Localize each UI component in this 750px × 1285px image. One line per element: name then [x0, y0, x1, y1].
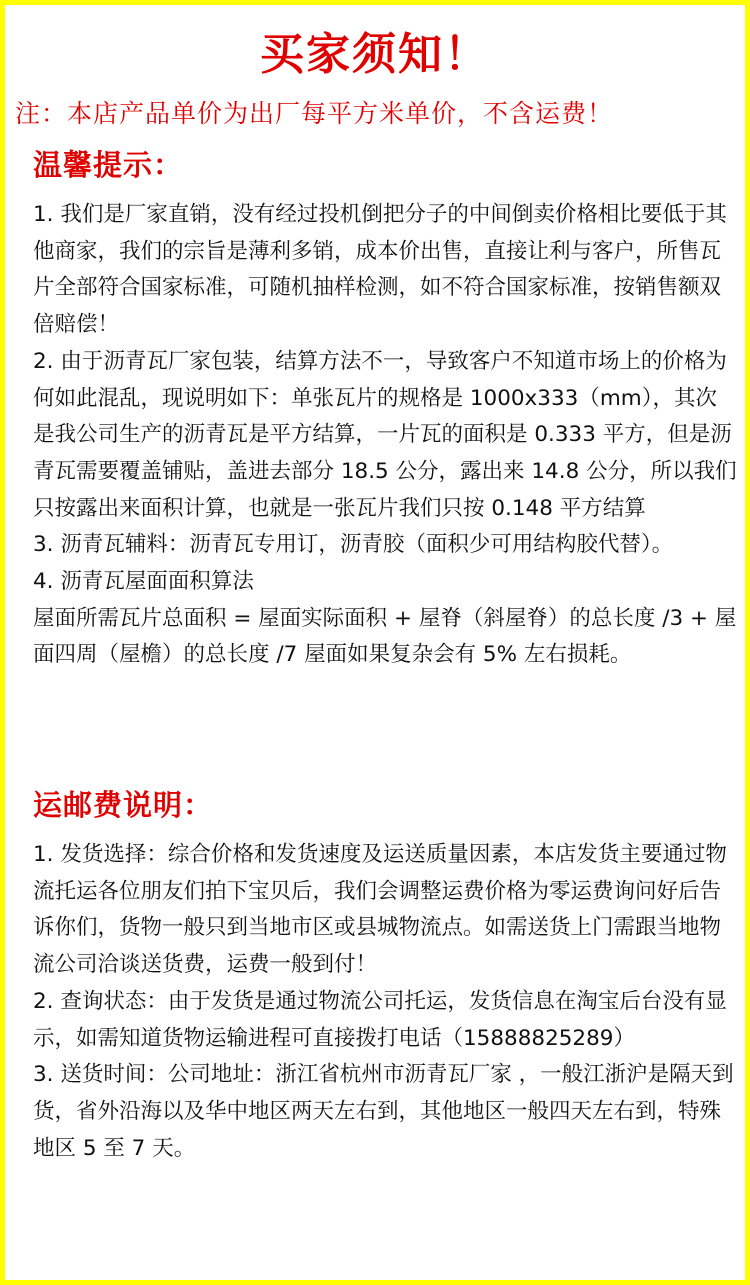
tips-paragraph-1: 1. 我们是厂家直销，没有经过投机倒把分子的中间倒卖价格相比要低于其他商家，我们的宗旨是薄利多销，成本价出售，直接让利与客户，所售瓦片全部符合国家标准，可随机抽样检测，如不符合国家标准，按销售额双倍赔偿！	[33, 202, 727, 338]
shipping-heading: 运邮费说明：	[33, 788, 214, 822]
price-notice: 注：本店产品单价为出厂每平方米单价，不含运费！	[15, 99, 614, 128]
shipping-paragraph-1: 1. 发货选择：综合价格和发货速度及运送质量因素，本店发货主要通过物流托运各位朋友们拍下宝贝后，我们会调整运费价格为零运费询问好后告诉你们，货物一般只到当地市区或县城物流点。如需送货上门需跟当地物流公司洽谈送货费，运费一般到付！	[33, 842, 727, 978]
tips-paragraph-3: 3. 沥青瓦辅料：沥青瓦专用订，沥青胶（面积少可用结构胶代替）。	[33, 532, 674, 558]
tips-paragraph-5: 屋面所需瓦片总面积 = 屋面实际面积 + 屋脊（斜屋脊）的总长度 /3 + 屋面四周（屋檐）的总长度 /7 屋面如果复杂会有 5% 左右损耗。	[33, 605, 737, 668]
shipping-body	[33, 837, 737, 1167]
page-title: 买家须知！	[260, 29, 490, 80]
tips-paragraph-2: 2. 由于沥青瓦厂家包装，结算方法不一，导致客户不知道市场上的价格为何如此混乱，现说明如下：单张瓦片的规格是 1000x333（mm），其次是我公司生产的沥青瓦是平方结算，一片瓦的面积是 0.333 平方，但是沥青瓦需要覆盖铺贴，盖进去部分 18.5 公分，露出来 14.8 公分，所以我们只按露出来面积计算，也就是一张瓦片我们只按 0.148 平方结算	[33, 348, 737, 521]
shipping-paragraph-3: 3. 送货时间：公司地址：浙江省杭州市沥青瓦厂家 ，一般江浙沪是隔天到货，省外沿海以及华中地区两天左右到，其他地区一般四天左右到，特殊地区 5 至 7 天。	[33, 1062, 734, 1161]
shipping-paragraph-2: 2. 查询状态：由于发货是通过物流公司托运，发货信息在淘宝后台没有显示，如需知道货物运输进程可直接拨打电话（15888825289）	[33, 988, 727, 1051]
notice-panel	[5, 5, 745, 1280]
tips-body	[33, 197, 737, 674]
tips-paragraph-4: 4. 沥青瓦屋面面积算法	[33, 569, 254, 595]
tips-heading: 温馨提示：	[33, 148, 184, 182]
